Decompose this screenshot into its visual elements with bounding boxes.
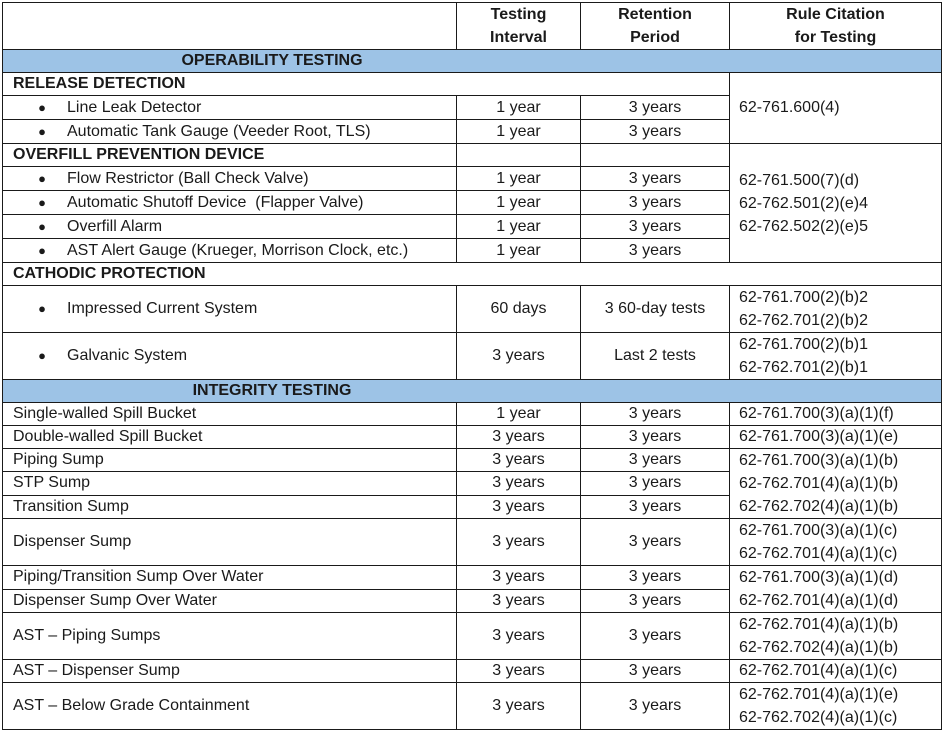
table-row — [3, 449, 942, 472]
interval-cell: 3 years — [457, 426, 581, 449]
section-title-text: OPERABILITY TESTING — [181, 52, 363, 69]
table-row — [3, 660, 942, 683]
item-text: Impressed Current System — [67, 300, 258, 317]
table-row — [3, 403, 942, 426]
citation-text: 62-761.700(3)(a)(1)(b) — [739, 452, 899, 469]
category-row-cathodic-protection — [3, 263, 942, 286]
retention-cell: Last 2 tests — [581, 333, 730, 380]
table-row — [3, 566, 942, 590]
citation-cell — [730, 683, 942, 730]
category-label: OVERFILL PREVENTION DEVICE — [3, 144, 457, 167]
citation-text: 62-761.700(3)(a)(1)(d) — [739, 569, 899, 586]
item-cell: Dispenser Sump — [3, 519, 457, 566]
interval-cell: 3 years — [457, 589, 581, 613]
category-row-release-detection — [3, 73, 942, 96]
retention-cell: 3 years — [581, 239, 730, 263]
citation-text: 62-762.702(4)(a)(1)(b) — [739, 498, 899, 515]
retention-cell: 3 years — [581, 449, 730, 472]
citation-text: 62-762.702(4)(a)(1)(c) — [739, 709, 898, 726]
citation-text: 62-762.702(4)(a)(1)(b) — [739, 639, 899, 656]
header-item — [3, 3, 457, 50]
interval-cell: 3 years — [457, 495, 581, 518]
item-cell: Transition Sump — [3, 495, 457, 518]
citation-cell — [730, 613, 942, 660]
item-cell: AST – Below Grade Containment — [3, 683, 457, 730]
retention-cell: 3 years — [581, 566, 730, 590]
bullet-icon: ● — [38, 194, 46, 210]
interval-cell: 3 years — [457, 519, 581, 566]
bullet-icon: ● — [38, 301, 46, 316]
citation-text: 62-762.501(2)(e)4 — [739, 194, 868, 212]
bullet-icon: ● — [38, 170, 46, 186]
citation-text: 62-762.502(2)(e)5 — [739, 217, 868, 235]
citation-cell — [730, 449, 942, 519]
interval-cell: 3 years — [457, 683, 581, 730]
retention-cell: 3 years — [581, 120, 730, 144]
retention-cell: 3 years — [581, 613, 730, 660]
interval-cell: 1 year — [457, 96, 581, 120]
item-text: Galvanic System — [67, 347, 188, 364]
item-cell: Double-walled Spill Bucket — [3, 426, 457, 449]
header-text: Interval — [490, 29, 547, 46]
item-cell: Single-walled Spill Bucket — [3, 403, 457, 426]
citation-text: 62-762.701(4)(a)(1)(b) — [739, 475, 899, 492]
header-text: Retention — [618, 6, 692, 23]
citation-cell: 62-761.700(3)(a)(1)(e) — [730, 426, 942, 449]
empty-cell — [457, 144, 581, 167]
retention-cell: 3 years — [581, 403, 730, 426]
category-row-overfill-prevention — [3, 144, 942, 167]
interval-cell: 1 year — [457, 120, 581, 144]
retention-cell: 3 years — [581, 495, 730, 518]
retention-cell: 3 years — [581, 660, 730, 683]
retention-cell: 3 years — [581, 215, 730, 239]
bullet-icon: ● — [38, 123, 46, 139]
table-row — [3, 333, 942, 380]
citation-cell — [730, 566, 942, 613]
interval-cell: 1 year — [457, 403, 581, 426]
header-testing-interval — [457, 3, 581, 50]
citation-cell: 62-761.600(4) — [730, 73, 942, 144]
item-text: Flow Restrictor (Ball Check Valve) — [67, 169, 309, 187]
bullet-icon: ● — [38, 218, 46, 234]
item-cell — [3, 96, 457, 120]
bullet-icon: ● — [38, 99, 46, 115]
interval-cell: 1 year — [457, 239, 581, 263]
table-row — [3, 683, 942, 730]
interval-cell: 1 year — [457, 215, 581, 239]
interval-cell: 1 year — [457, 191, 581, 215]
empty-cell — [581, 144, 730, 167]
item-text: Line Leak Detector — [67, 98, 202, 116]
item-text: Automatic Shutoff Device (Flapper Valve) — [67, 193, 364, 211]
citation-text: 62-762.701(4)(a)(1)(e) — [739, 686, 899, 703]
item-cell: AST – Piping Sumps — [3, 613, 457, 660]
interval-cell: 3 years — [457, 613, 581, 660]
header-text: Rule Citation — [786, 6, 885, 23]
item-cell: Piping/Transition Sump Over Water — [3, 566, 457, 590]
citation-cell — [730, 519, 942, 566]
table-row — [3, 286, 942, 333]
item-cell: STP Sump — [3, 472, 457, 495]
interval-cell: 3 years — [457, 566, 581, 590]
citation-text: 62-762.701(2)(b)2 — [739, 312, 868, 329]
header-text: Testing — [490, 6, 547, 23]
bullet-icon: ● — [38, 348, 46, 363]
citation-text: 62-762.701(4)(a)(1)(b) — [739, 616, 899, 633]
section-title — [3, 380, 942, 403]
interval-cell: 3 years — [457, 660, 581, 683]
retention-cell: 3 years — [581, 167, 730, 191]
retention-cell: 3 years — [581, 191, 730, 215]
item-cell — [3, 333, 457, 380]
retention-cell: 3 years — [581, 519, 730, 566]
citation-text: 62-761.500(7)(d) — [739, 171, 860, 189]
item-cell: Dispenser Sump Over Water — [3, 589, 457, 613]
section-title — [3, 50, 942, 73]
section-row-integrity — [3, 380, 942, 403]
interval-cell: 3 years — [457, 472, 581, 495]
section-row-operability — [3, 50, 942, 73]
interval-cell: 1 year — [457, 167, 581, 191]
header-text: Period — [630, 29, 680, 46]
item-text: AST Alert Gauge (Krueger, Morrison Clock, etc.) — [67, 241, 409, 259]
item-cell — [3, 120, 457, 144]
interval-cell: 60 days — [457, 286, 581, 333]
header-row — [3, 3, 942, 50]
header-text: for Testing — [794, 29, 877, 46]
citation-cell: 62-762.701(4)(a)(1)(c) — [730, 660, 942, 683]
citation-text: 62-762.701(4)(a)(1)(c) — [739, 545, 898, 562]
header-retention-period — [581, 3, 730, 50]
category-label: RELEASE DETECTION — [3, 73, 730, 96]
item-text: Automatic Tank Gauge (Veeder Root, TLS) — [67, 122, 371, 140]
testing-requirements-table — [2, 2, 942, 730]
citation-text: 62-762.701(4)(a)(1)(d) — [739, 592, 899, 609]
citation-text: 62-761.700(3)(a)(1)(c) — [739, 522, 898, 539]
table-row — [3, 426, 942, 449]
citation-cell: 62-761.700(3)(a)(1)(f) — [730, 403, 942, 426]
category-label: CATHODIC PROTECTION — [3, 263, 942, 286]
retention-cell: 3 years — [581, 426, 730, 449]
citation-text: 62-761.700(2)(b)1 — [739, 336, 868, 353]
item-cell — [3, 239, 457, 263]
header-rule-citation — [730, 3, 942, 50]
citation-text: 62-762.701(2)(b)1 — [739, 359, 868, 376]
retention-cell: 3 years — [581, 472, 730, 495]
table-row — [3, 519, 942, 566]
interval-cell: 3 years — [457, 333, 581, 380]
item-cell — [3, 167, 457, 191]
item-cell — [3, 215, 457, 239]
retention-cell: 3 years — [581, 96, 730, 120]
retention-cell: 3 years — [581, 589, 730, 613]
section-title-text: INTEGRITY TESTING — [192, 382, 352, 399]
item-cell: AST – Dispenser Sump — [3, 660, 457, 683]
item-cell — [3, 286, 457, 333]
retention-cell: 3 years — [581, 683, 730, 730]
retention-cell: 3 60-day tests — [581, 286, 730, 333]
citation-cell — [730, 144, 942, 263]
item-cell: Piping Sump — [3, 449, 457, 472]
item-cell — [3, 191, 457, 215]
citation-cell — [730, 286, 942, 333]
citation-text: 62-761.700(2)(b)2 — [739, 289, 868, 306]
interval-cell: 3 years — [457, 449, 581, 472]
bullet-icon: ● — [38, 242, 46, 258]
table-row — [3, 613, 942, 660]
citation-cell — [730, 333, 942, 380]
item-text: Overfill Alarm — [67, 217, 163, 235]
